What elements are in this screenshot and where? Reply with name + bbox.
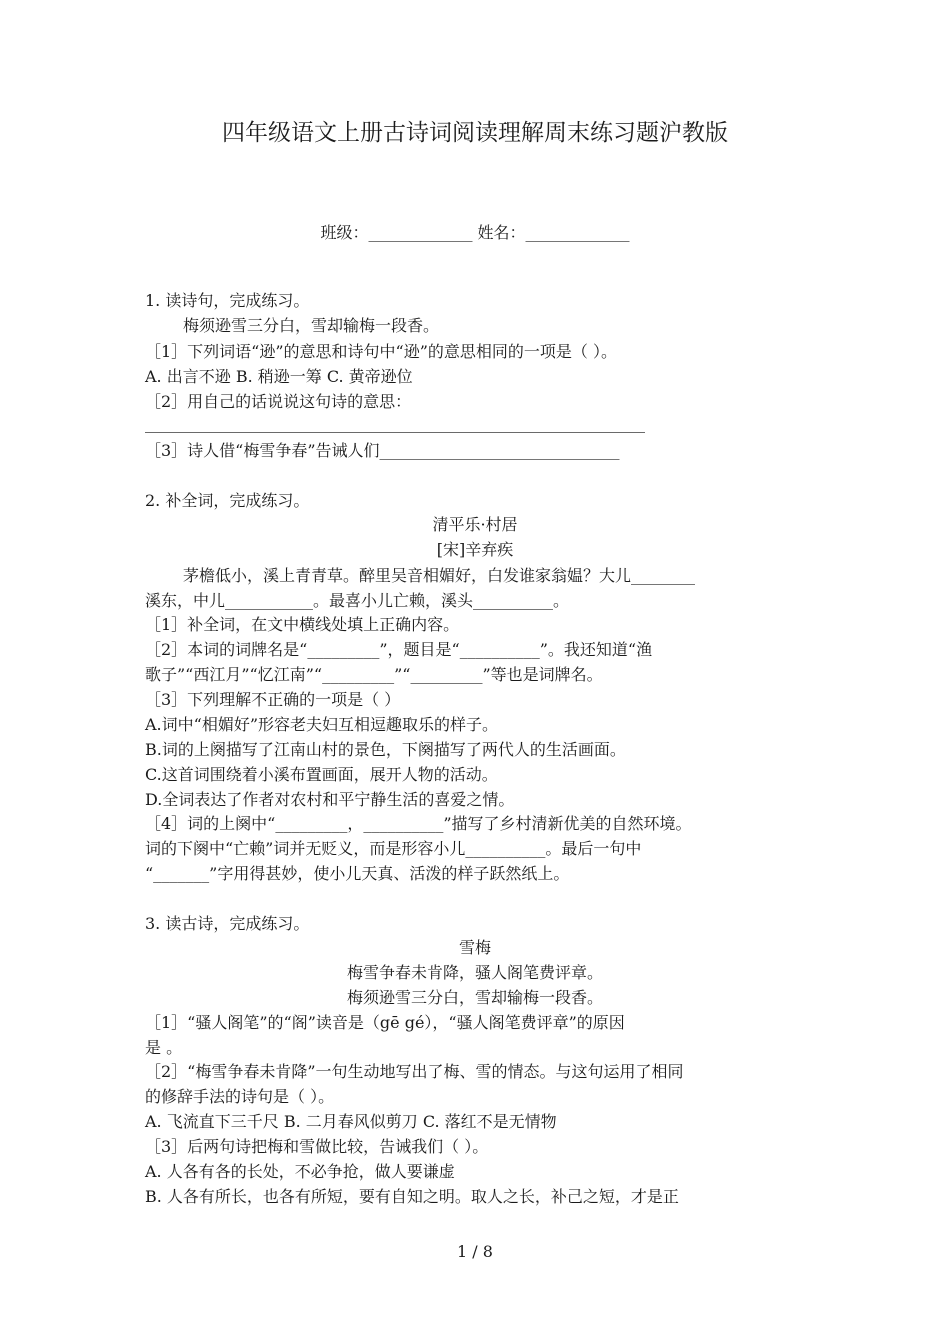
- q2-poem-author: [宋]辛弃疾: [436, 540, 514, 559]
- q3-option-b: B. 人各有所长，也各有所短，要有自知之明。取人之长，补己之短，才是正: [145, 1187, 679, 1206]
- q3-heading: 3. 读古诗，完成练习。: [145, 914, 310, 933]
- q3-subquestion-1-line-2: 是 。: [145, 1038, 183, 1057]
- q2-option-b: B.词的上阕描写了江南山村的景色，下阕描写了两代人的生活画面。: [145, 740, 626, 759]
- q1-heading: 1. 读诗句，完成练习。: [145, 291, 310, 310]
- q3-poem-title: 雪梅: [458, 938, 491, 957]
- page-title: 四年级语文上册古诗词阅读理解周末练习题沪教版: [222, 120, 728, 146]
- q3-subquestion-2-line-2: 的修辞手法的诗句是（ ）。: [145, 1087, 335, 1106]
- q2-subquestion-4-line-1: ［4］词的上阕中“_________，__________”描写了乡村清新优美的自然环境。: [145, 814, 692, 833]
- q1-subquestion-2: ［2］用自己的话说说这句诗的意思：: [145, 392, 412, 411]
- q2-subquestion-4-line-3: “_______”字用得甚妙，使小儿天真、活泼的样子跃然纸上。: [145, 864, 570, 883]
- class-name-line: 班级：_____________ 姓名：_____________: [320, 223, 630, 242]
- q2-option-c: C.这首词围绕着小溪布置画面，展开人物的活动。: [145, 765, 498, 784]
- q2-subquestion-3: ［3］下列理解不正确的一项是（ ）: [145, 690, 401, 709]
- q2-poem-line-2: 溪东，中儿___________。最喜小儿亡赖，溪头__________。: [145, 591, 570, 610]
- q1-subquestion-3: ［3］诗人借“梅雪争春”告诫人们______________________________: [145, 441, 620, 460]
- q3-poem-line-1: 梅雪争春未肯降，骚人阁笔费评章。: [346, 963, 603, 982]
- q3-poem-line-2: 梅须逊雪三分白，雪却输梅一段香。: [346, 988, 603, 1007]
- q3-subquestion-2-options: A. 飞流直下三千尺 B. 二月春风似剪刀 C. 落红不是无情物: [145, 1112, 557, 1131]
- q1-verse: 梅须逊雪三分白，雪却输梅一段香。: [183, 316, 440, 335]
- q2-poem-title: 清平乐·村居: [432, 515, 518, 534]
- q2-option-a: A.词中“相媚好”形容老夫妇互相逗趣取乐的样子。: [145, 715, 499, 734]
- q2-subquestion-1: ［1］补全词，在文中横线处填上正确内容。: [145, 615, 460, 634]
- q2-subquestion-4-line-2: 词的下阕中“亡赖”词并无贬义，而是形容小儿__________。最后一句中: [145, 839, 642, 858]
- answer-line: [145, 432, 645, 433]
- q2-subquestion-2-line-1: ［2］本词的词牌名是“_________”，题目是“__________”。我还知道“渔: [145, 640, 653, 659]
- page-number: 1 / 8: [457, 1242, 493, 1261]
- q2-option-d: D.全词表达了作者对农村和平宁静生活的喜爱之情。: [145, 790, 515, 809]
- q3-option-a: A. 人各有各的长处，不必争抢，做人要谦虚: [145, 1162, 455, 1181]
- q2-heading: 2. 补全词，完成练习。: [145, 491, 310, 510]
- q3-subquestion-3: ［3］后两句诗把梅和雪做比较，告诫我们（ ）。: [145, 1137, 489, 1156]
- q3-subquestion-2-line-1: ［2］“梅雪争春未肯降”一句生动地写出了梅、雪的情态。与这句运用了相同: [145, 1062, 684, 1081]
- q1-subquestion-1: ［1］下列词语“逊”的意思和诗句中“逊”的意思相同的一项是（ ）。: [145, 342, 617, 361]
- q2-poem-line-1: 茅檐低小，溪上青青草。醉里吴音相媚好，白发谁家翁媪？大儿________: [183, 566, 696, 585]
- q3-subquestion-1-line-1: ［1］“骚人阁笔”的“阁”读音是（gē gé），“骚人阁笔费评章”的原因: [145, 1013, 625, 1032]
- q1-subquestion-1-options: A. 出言不逊 B. 稍逊一筹 C. 黄帝逊位: [145, 367, 413, 386]
- q2-subquestion-2-line-2: 歌子”“西江月”“忆江南”“_________”“_________”等也是词牌名。: [145, 665, 603, 684]
